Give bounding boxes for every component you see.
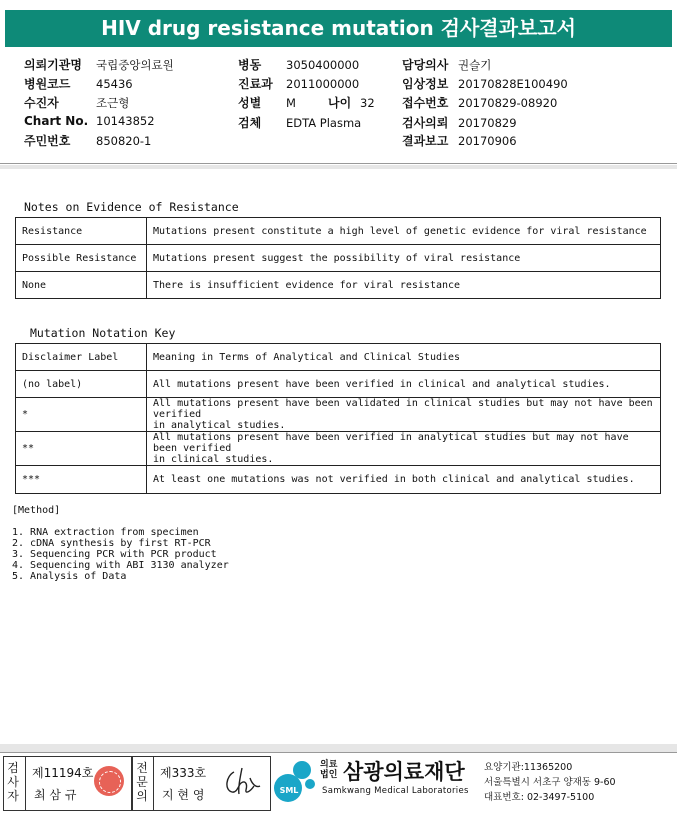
header-field: 접수번호 20170829-08920 bbox=[402, 96, 558, 110]
notation-label: ** bbox=[16, 432, 147, 466]
notation-label: (no label) bbox=[16, 371, 147, 398]
evidence-label: None bbox=[16, 272, 147, 299]
org-name: 삼광의료재단 bbox=[343, 760, 465, 784]
table-row bbox=[16, 371, 661, 398]
header-field: 임상정보 20170828E100490 bbox=[402, 77, 568, 91]
org-prefix: 의료 법인 bbox=[320, 760, 338, 780]
org-english-name: Samkwang Medical Laboratories bbox=[322, 786, 469, 796]
table-row bbox=[16, 344, 661, 371]
table-row bbox=[16, 432, 661, 466]
physician-id: 제333호 bbox=[160, 766, 207, 780]
notation-meaning: All mutations present have been validated in clinical studies but may not have been verified in analytical studies. bbox=[147, 398, 661, 432]
evidence-label: Possible Resistance bbox=[16, 245, 147, 272]
table-row bbox=[16, 466, 661, 494]
notation-label: *** bbox=[16, 466, 147, 494]
method-step: 3. Sequencing PCR with PCR product bbox=[12, 549, 217, 560]
sml-logo-icon: SML bbox=[272, 758, 316, 804]
table-row bbox=[16, 218, 661, 245]
footer-band bbox=[0, 744, 677, 752]
examiner-label: 검 사 자 bbox=[7, 761, 19, 803]
notation-meaning: All mutations present have been verified in clinical and analytical studies. bbox=[147, 371, 661, 398]
header-field: 결과보고 20170906 bbox=[402, 134, 517, 148]
evidence-meaning: Mutations present constitute a high level of genetic evidence for viral resistance bbox=[147, 218, 661, 245]
evidence-label: Resistance bbox=[16, 218, 147, 245]
report-title: HIV drug resistance mutation 검사결과보고서 bbox=[5, 10, 672, 47]
notation-title: Mutation Notation Key bbox=[30, 326, 176, 340]
notation-meaning: At least one mutations was not verified in both clinical and analytical studies. bbox=[147, 466, 661, 494]
method-step: 4. Sequencing with ABI 3130 analyzer bbox=[12, 560, 229, 571]
evidence-meaning: There is insufficient evidence for viral resistance bbox=[147, 272, 661, 299]
physician-label: 전 문 의 bbox=[136, 761, 148, 803]
evidence-table bbox=[15, 217, 661, 299]
evidence-meaning: Mutations present suggest the possibility of viral resistance bbox=[147, 245, 661, 272]
table-row bbox=[16, 272, 661, 299]
notation-label: * bbox=[16, 398, 147, 432]
header-field: 수진자 조근형 bbox=[24, 96, 130, 110]
notation-table bbox=[15, 343, 661, 494]
top-margin bbox=[0, 0, 677, 8]
evidence-title: Notes on Evidence of Resistance bbox=[24, 200, 239, 214]
header-field: 주민번호 850820-1 bbox=[24, 134, 152, 148]
table-row bbox=[16, 245, 661, 272]
divider bbox=[0, 752, 677, 753]
examiner-seal-icon bbox=[94, 766, 124, 796]
method-step: 1. RNA extraction from specimen bbox=[12, 527, 199, 538]
header-field: 검사의뢰 20170829 bbox=[402, 116, 517, 130]
table-row bbox=[16, 398, 661, 432]
divider bbox=[0, 165, 677, 169]
header-field-age: 나이 32 bbox=[328, 96, 375, 110]
examiner-id: 제11194호 bbox=[32, 766, 94, 780]
notation-header-label: Disclaimer Label bbox=[16, 344, 147, 371]
header-field: 의뢰기관명 국립중앙의료원 bbox=[24, 58, 174, 72]
divider bbox=[25, 756, 26, 810]
notation-meaning: All mutations present have been verified in analytical studies but may not have been verified in clinical studies. bbox=[147, 432, 661, 466]
header-field: Chart No. 10143852 bbox=[24, 114, 155, 128]
header-field: 진료과 2011000000 bbox=[238, 77, 360, 91]
header-field: 병동 3050400000 bbox=[238, 58, 360, 72]
org-address: 서울특별시 서초구 양재동 9-60 bbox=[484, 777, 616, 788]
physician-name: 지 현 영 bbox=[162, 788, 205, 802]
method-step: 5. Analysis of Data bbox=[12, 571, 127, 582]
notation-header-meaning: Meaning in Terms of Analytical and Clinical Studies bbox=[147, 344, 661, 371]
divider bbox=[153, 756, 154, 810]
agency-code: 요양기관:11365200 bbox=[484, 762, 573, 773]
signature-icon bbox=[222, 764, 262, 798]
header-field: 병원코드 45436 bbox=[24, 77, 133, 91]
header-field: 검체 EDTA Plasma bbox=[238, 116, 362, 130]
header-field: 담당의사 권슬기 bbox=[402, 58, 492, 72]
method-step: 2. cDNA synthesis by first RT-PCR bbox=[12, 538, 211, 549]
divider bbox=[0, 163, 677, 164]
method-title: [Method] bbox=[12, 505, 61, 516]
method-steps bbox=[12, 527, 229, 582]
header-field: 성별 M bbox=[238, 96, 296, 110]
org-phone: 대표번호: 02-3497-5100 bbox=[484, 792, 595, 803]
examiner-name: 최 삼 규 bbox=[34, 788, 77, 802]
